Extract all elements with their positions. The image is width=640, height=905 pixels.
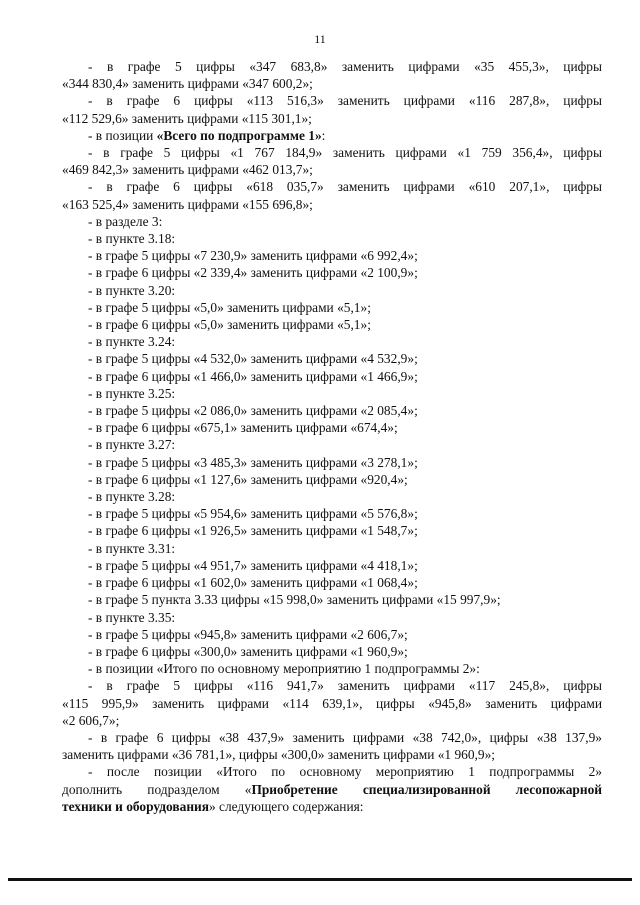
text-line: заменить цифрами «36 781,1», цифры «300,0» заменить цифрами «1 960,9»; (62, 747, 495, 763)
text-line: - в пункте 3.28: (88, 489, 176, 505)
text-line: - в пункте 3.20: (88, 282, 176, 298)
bold-heading: Приобретение специализированной лесопожарной (251, 781, 602, 797)
text-line: - в позиции «Итого по основному мероприятию 1 подпрограммы 2»: (88, 661, 480, 677)
text-line: - в пункте 3.31: (88, 540, 176, 556)
text-line (62, 781, 602, 798)
text-line: - в графе 6 цифры «1 127,6» заменить цифрами «920,4»; (88, 471, 408, 487)
text-line: - в графе 5 цифры «2 086,0» заменить цифрами «2 085,4»; (88, 403, 418, 419)
text-line: «112 529,6» заменить цифрами «115 301,1»; (62, 110, 312, 126)
text-line: - в графе 5 цифры «347 683,8» заменить цифрами «35 455,3», цифры (88, 59, 602, 74)
text-line: - в пункте 3.18: (88, 231, 176, 247)
text-line: «2 606,7»; (62, 712, 120, 728)
text-line: - в графе 5 цифры «1 767 184,9» заменить цифрами «1 759 356,4», цифры (88, 145, 602, 161)
text-line (62, 798, 602, 815)
page-bottom-rule (8, 878, 632, 881)
text-line: - в пункте 3.27: (88, 437, 176, 453)
text-line: - в графе 5 цифры «116 941,7» заменить цифрами «117 245,8», цифры (88, 678, 602, 694)
text-line: - в графе 6 цифры «1 926,5» заменить цифрами «1 548,7»; (88, 523, 418, 539)
text-line: - после позиции «Итого по основному мероприятию 1 подпрограммы 2» (88, 764, 602, 780)
text-segment: » следующего содержания: (209, 798, 364, 814)
text-line: - в графе 5 цифры «4 951,7» заменить цифрами «4 418,1»; (88, 557, 418, 573)
text-line: - в графе 5 цифры «5 954,6» заменить цифрами «5 576,8»; (88, 506, 418, 522)
text-line: - в графе 6 цифры «675,1» заменить цифрами «674,4»; (88, 420, 398, 436)
text-line: - в пункте 3.25: (88, 385, 176, 401)
text-line: «469 842,3» заменить цифрами «462 013,7»; (62, 162, 313, 178)
text-line: - в графе 6 цифры «38 437,9» заменить цифрами «38 742,0», цифры «38 137,9» (88, 729, 602, 745)
text-segment: : (321, 127, 326, 143)
page-number: 11 (314, 32, 326, 46)
text-line: - в графе 6 цифры «300,0» заменить цифрами «1 960,9»; (88, 643, 408, 659)
text-line (62, 127, 602, 144)
text-line: - в графе 5 цифры «945,8» заменить цифрами «2 606,7»; (88, 626, 408, 642)
text-segment: - в позиции (88, 127, 157, 143)
text-line: - в графе 5 пункта 3.33 цифры «15 998,0» заменить цифрами «15 997,9»; (88, 592, 501, 608)
document-body (62, 58, 602, 815)
text-line: - в графе 5 цифры «7 230,9» заменить цифрами «6 992,4»; (88, 248, 418, 264)
text-line: - в разделе 3: (88, 213, 163, 229)
text-line: «344 830,4» заменить цифрами «347 600,2»; (62, 76, 313, 92)
text-line: - в графе 6 цифры «2 339,4» заменить цифрами «2 100,9»; (88, 265, 418, 281)
text-line: - в графе 6 цифры «1 602,0» заменить цифрами «1 068,4»; (88, 575, 418, 591)
text-line: - в графе 6 цифры «1 466,0» заменить цифрами «1 466,9»; (88, 368, 418, 384)
text-line: - в пункте 3.24: (88, 334, 176, 350)
text-line: - в графе 5 цифры «4 532,0» заменить цифрами «4 532,9»; (88, 351, 418, 367)
bold-heading: «Всего по подпрограмме 1» (156, 127, 322, 143)
text-line: - в графе 6 цифры «618 035,7» заменить цифрами «610 207,1», цифры (88, 179, 602, 195)
text-line: - в графе 5 цифры «5,0» заменить цифрами «5,1»; (88, 299, 371, 315)
text-line: - в графе 6 цифры «113 516,3» заменить цифрами «116 287,8», цифры (88, 93, 602, 109)
text-segment: дополнить подразделом « (62, 781, 252, 797)
text-line: «163 525,4» заменить цифрами «155 696,8»; (62, 196, 313, 212)
text-line: - в пункте 3.35: (88, 609, 176, 625)
bold-heading: техники и оборудования (62, 798, 209, 814)
text-line: - в графе 6 цифры «5,0» заменить цифрами «5,1»; (88, 317, 371, 333)
text-line: - в графе 5 цифры «3 485,3» заменить цифрами «3 278,1»; (88, 454, 418, 470)
text-line: «115 995,9» заменить цифрами «114 639,1», цифры «945,8» заменить цифрами (62, 695, 602, 711)
